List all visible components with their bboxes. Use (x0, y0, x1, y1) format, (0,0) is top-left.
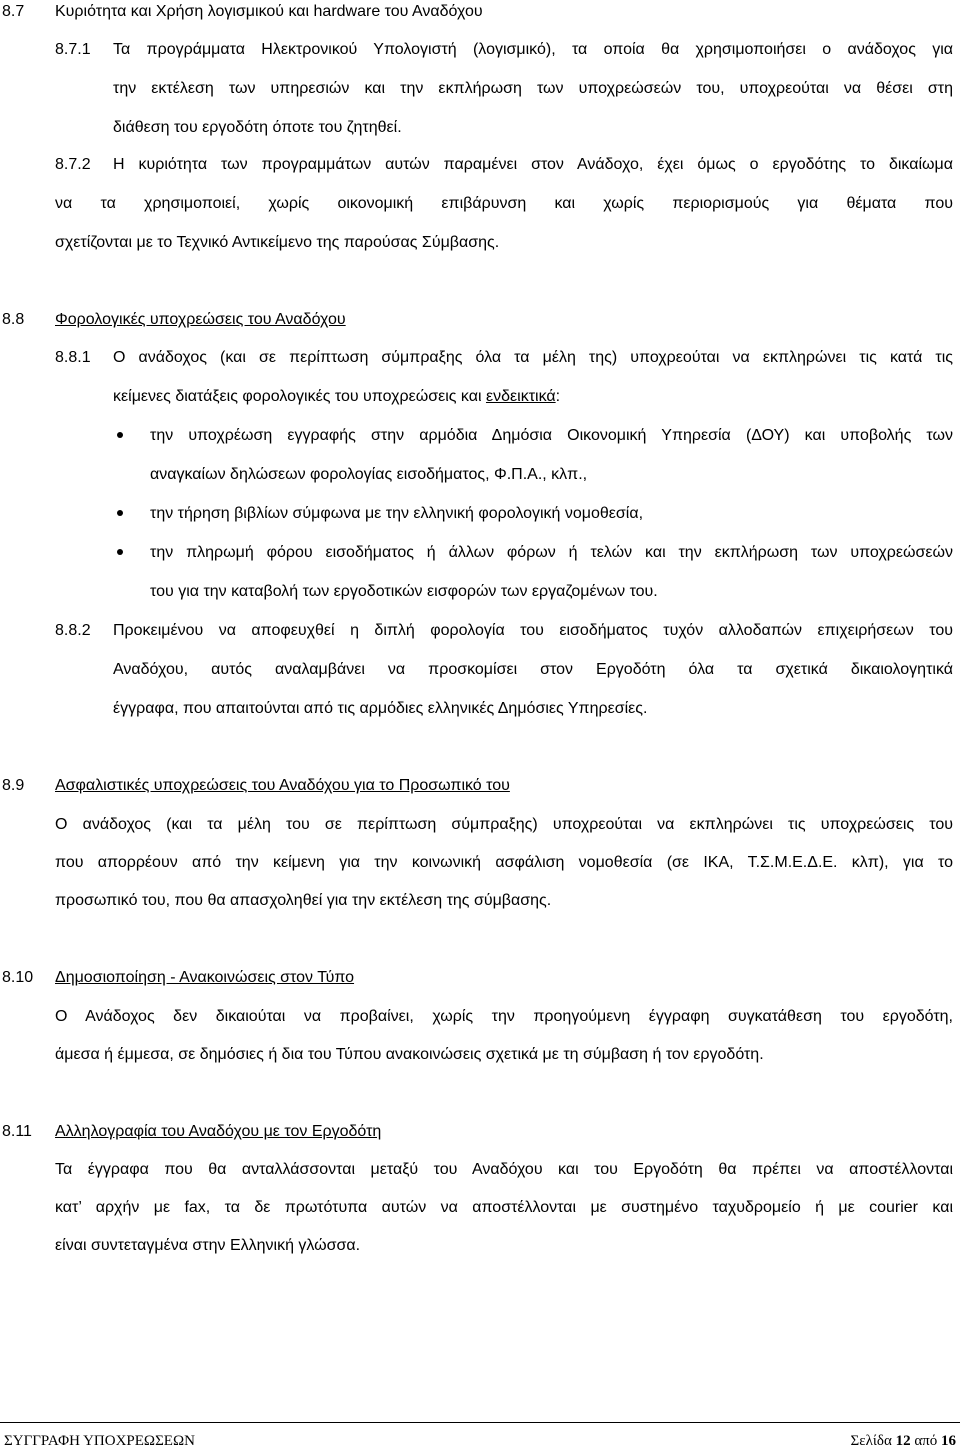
bullet-icon (117, 510, 123, 516)
para-line: Προκειμένου να αποφευχθεί η διπλή φορολογία του εισοδήματος τυχόν αλλοδαπών επιχειρήσεων του (113, 622, 953, 639)
para-line: σχετίζονται με το Τεχνικό Αντικείμενο της παρούσας Σύμβασης. (55, 234, 500, 251)
para-line: κατ’ αρχήν με fax, τα δε πρωτότυπα αυτών να αποστέλλονται με συστημένο ταχυδρομείο ή με courier και (55, 1199, 953, 1216)
section-8-8-title: Φορολογικές υποχρεώσεις του Αναδόχου (55, 311, 346, 328)
footer-page-of: από (914, 1433, 938, 1449)
bullet-line: αναγκαίων δηλώσεων φορολογίας εισοδήματος, Φ.Π.Α., κλπ., (150, 466, 588, 483)
para-line: Ο Ανάδοχος δεν δικαιούται να προβαίνει, χωρίς την προηγούμενη έγγραφη συγκατάθεση του εργοδότη, (55, 1008, 953, 1025)
para-line: άμεσα ή έμμεσα, σε δημόσιες ή δια του Τύπου ανακοινώσεις σχετικά με τη σύμβαση ή τον εργοδότη. (55, 1046, 764, 1063)
section-8-10-body (55, 1007, 953, 1067)
para-8-7-2-number: 8.7.2 (55, 156, 91, 173)
para-line: Ο ανάδοχος (και τα μέλη του σε περίπτωση σύμπραξης) υποχρεούται να εκπληρώνει τις υποχρεώσεις του (55, 816, 953, 833)
para-8-8-1-line2 (113, 387, 560, 407)
para-line: Η κυριότητα των προγραμμάτων αυτών παραμένει στον Ανάδοχο, έχει όμως ο εργοδότης το δικαίωμα (113, 156, 953, 173)
para-text: : (555, 388, 561, 405)
bullet-line: την υποχρέωση εγγραφής στην αρμόδια Δημόσια Οικονομική Υπηρεσία (ΔΟΥ) και υποβολής των (150, 427, 953, 444)
para-8-7-1-rest (113, 79, 953, 159)
para-line: που απορρέουν από την κείμενη για την κοινωνική ασφάλιση νομοθεσία (σε ΙΚΑ, Τ.Σ.Μ.Ε.Δ.Ε. κλπ), για το (55, 854, 953, 871)
bullet-line: του για την καταβολή των εργοδοτικών εισφορών των εργαζομένων του. (150, 583, 658, 600)
indicative-label: ενδεικτικά (485, 388, 556, 405)
section-8-11-body (55, 1160, 953, 1260)
para-line: Τα προγράμματα Ηλεκτρονικού Υπολογιστή (λογισμικό), τα οποία θα χρησιμοποιήσει ο ανάδοχος για (113, 41, 953, 58)
para-line: έγγραφα, που απαιτούνται από τις αρμόδιες ελληνικές Δημόσιες Υπηρεσίες. (113, 700, 648, 717)
section-8-7-number: 8.7 (2, 3, 25, 20)
bullet-icon (117, 432, 123, 438)
bullet-item-1-first (150, 426, 953, 446)
footer-page-current: 12 (895, 1433, 911, 1449)
section-8-10-title: Δημοσιοποίηση - Ανακοινώσεις στον Τύπο (55, 969, 355, 986)
para-8-7-1-number: 8.7.1 (55, 41, 91, 58)
para-line: να τα χρησιμοποιεί, χωρίς οικονομική επιβάρυνση και χωρίς περιορισμούς για θέματα που (55, 195, 953, 212)
para-line: Τα έγγραφα που θα ανταλλάσσονται μεταξύ του Αναδόχου και του Εργοδότη θα πρέπει να αποστέλλονται (55, 1161, 953, 1178)
para-8-8-1-first (113, 348, 953, 368)
para-line: προσωπικό του, που θα απασχοληθεί για την εκτέλεση της σύμβασης. (55, 892, 552, 909)
para-line: διάθεση του εργοδότη όποτε του ζητηθεί. (113, 119, 402, 136)
para-line: Ο ανάδοχος (και σε περίπτωση σύμπραξης όλα τα μέλη της) υποχρεούται να εκπληρώνει τις κατά τις (113, 349, 953, 366)
bullet-line: την πληρωμή φόρου εισοδήματος ή άλλων φόρων ή τελών και την εκπλήρωση των υποχρεώσεών (150, 544, 953, 561)
footer-page-indicator (851, 1433, 956, 1450)
section-8-7-title: Κυριότητα και Χρήση λογισμικού και hardware του Αναδόχου (55, 3, 483, 20)
para-text: κείμενες διατάξεις φορολογικές του υποχρεώσεις και (113, 388, 486, 405)
bullet-item-2: την τήρηση βιβλίων σύμφωνα με την ελληνική φορολογική νομοθεσία, (150, 505, 644, 522)
footer-page-total: 16 (941, 1433, 956, 1449)
para-8-8-2-number: 8.8.2 (55, 622, 91, 639)
para-line: την εκτέλεση των υπηρεσιών και την εκπλήρωση των υποχρεώσεών του, υποχρεούται να θέσει στη (113, 80, 953, 97)
para-8-7-2-first (113, 155, 953, 175)
section-8-8-number: 8.8 (2, 311, 25, 328)
section-8-9-number: 8.9 (2, 777, 25, 794)
page-footer (0, 1422, 960, 1449)
bullet-icon (117, 549, 123, 555)
para-line: Αναδόχου, αυτός αναλαμβάνει να προσκομίσει στον Εργοδότη όλα τα σχετικά δικαιολογητικά (113, 661, 953, 678)
bullet-item-3-first (150, 543, 953, 563)
section-8-10-number: 8.10 (2, 969, 34, 986)
para-8-7-2-rest (55, 194, 953, 254)
footer-doc-title: ΣΥΓΓΡΑΦΗ ΥΠΟΧΡΕΩΣΕΩΝ (4, 1433, 195, 1449)
para-line: είναι συντεταγμένα στην Ελληνική γλώσσα. (55, 1237, 361, 1254)
section-8-9-body (55, 815, 953, 915)
section-8-11-number: 8.11 (2, 1123, 32, 1140)
para-8-8-1-number: 8.8.1 (55, 349, 91, 366)
para-8-8-2-first (113, 621, 953, 641)
section-8-11-title: Αλληλογραφία του Αναδόχου με τον Εργοδότη (55, 1123, 382, 1140)
section-8-9-title: Ασφαλιστικές υποχρεώσεις του Αναδόχου για το Προσωπικό του (55, 777, 510, 794)
footer-page-word: Σελίδα (850, 1433, 892, 1449)
para-8-8-2-rest (113, 660, 953, 720)
